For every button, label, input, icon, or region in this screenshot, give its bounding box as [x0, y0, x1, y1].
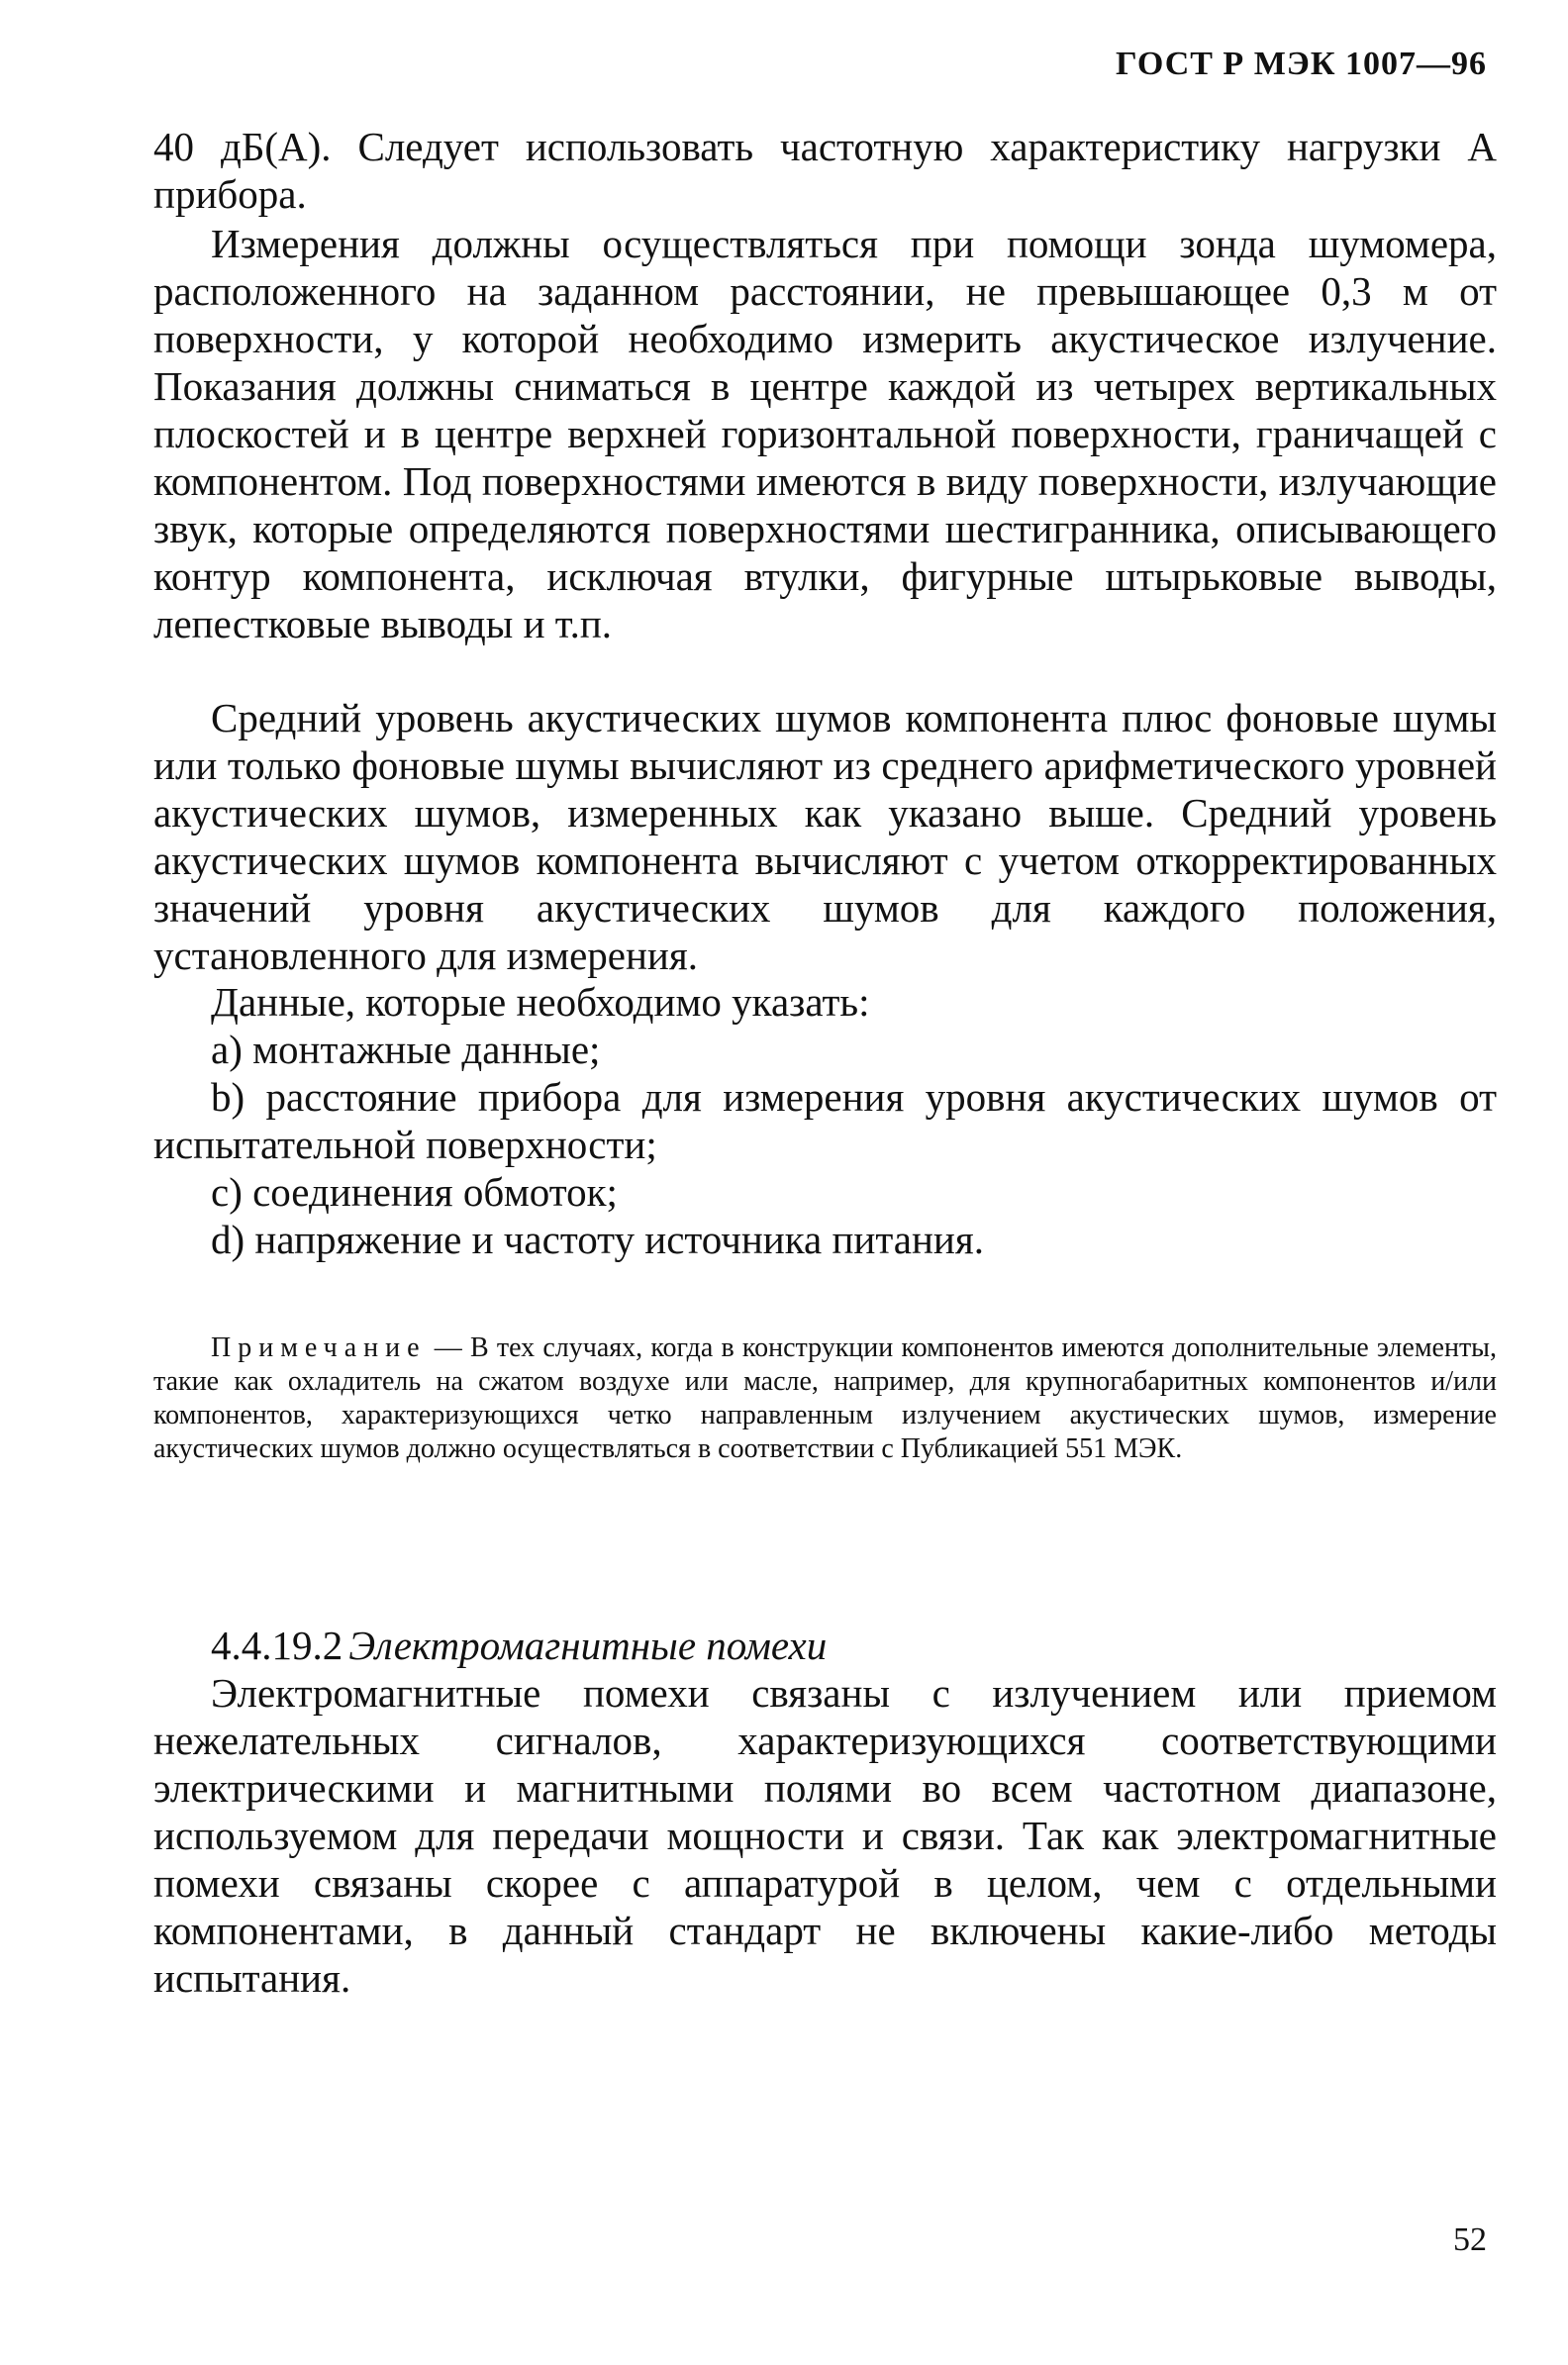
note-text: В тех случаях, когда в конструкции компонентов имеются дополнительные элементы, такие как охладитель на сжатом воздухе или масле, например, для крупногабаритных компонентов и/или компонентов, характеризующихся четко направленным излучением акустических шумов, измерение акустических шумов должно осуществляться в соответствии с Публикацией 551 МЭК. [153, 1332, 1497, 1464]
note-label: Примечание [211, 1332, 427, 1363]
paragraph-measurement-method: Измерения должны осуществляться при помощи зонда шумомера, расположенного на заданном расстоянии, не превышающее 0,3 м от поверхности, у которой необходимо измерить акустическое излучение. Показания должны сниматься в центре каждой из четырех вертикальных плоскостей и в центре верхней горизонтальной поверхности, граничащей с компонентом. Под поверхностями имеются в виду поверхности, излучающие звук, которые определяются поверхностями шестигранника, описывающего контур компонента, исключая втулки, фигурные штырьковые выводы, лепестковые выводы и т.п. [153, 221, 1497, 646]
document-header: ГОСТ Р МЭК 1007—96 [1116, 46, 1487, 82]
section-number: 4.4.19.2 [211, 1623, 343, 1668]
paragraph-average-level: Средний уровень акустических шумов компонента плюс фоновые шумы или только фоновые шумы вычисляют из среднего арифметического уровней акустических шумов, измеренных как указано выше. Средний уровень акустических шумов компонента вычисляют с учетом откорректированных значений уровня акустических шумов для каждого положения, установленного для измерения. [153, 695, 1497, 978]
section-paragraph: Электромагнитные помехи связаны с излучением или приемом нежелательных сигналов, характеризующихся соответствующими электрическими и магнитными полями во всем частотном диапазоне, используемом для передачи мощности и связи. Так как электромагнитные помехи связаны скорее с аппаратурой в целом, чем с отдельными компонентами, в данный стандарт не включены какие-либо методы испытания. [153, 1670, 1497, 2001]
section-heading [211, 1622, 827, 1669]
list-item-b: b) расстояние прибора для измерения уровня акустических шумов от испытательной поверхности; [153, 1074, 1497, 1167]
note-dash: — [426, 1332, 470, 1363]
page-number: 52 [1453, 2221, 1487, 2258]
list-item-c: c) соединения обмоток; [211, 1169, 618, 1215]
paragraph-data-required: Данные, которые необходимо указать: [211, 979, 870, 1025]
list-item-d: d) напряжение и частоту источника питания. [211, 1217, 984, 1262]
note-block [153, 1331, 1497, 1466]
paragraph-continuation: 40 дБ(А). Следует использовать частотную характеристику нагрузки А прибора. [153, 124, 1497, 217]
section-name: Электромагнитные помехи [348, 1623, 828, 1668]
list-item-a: a) монтажные данные; [211, 1027, 601, 1072]
